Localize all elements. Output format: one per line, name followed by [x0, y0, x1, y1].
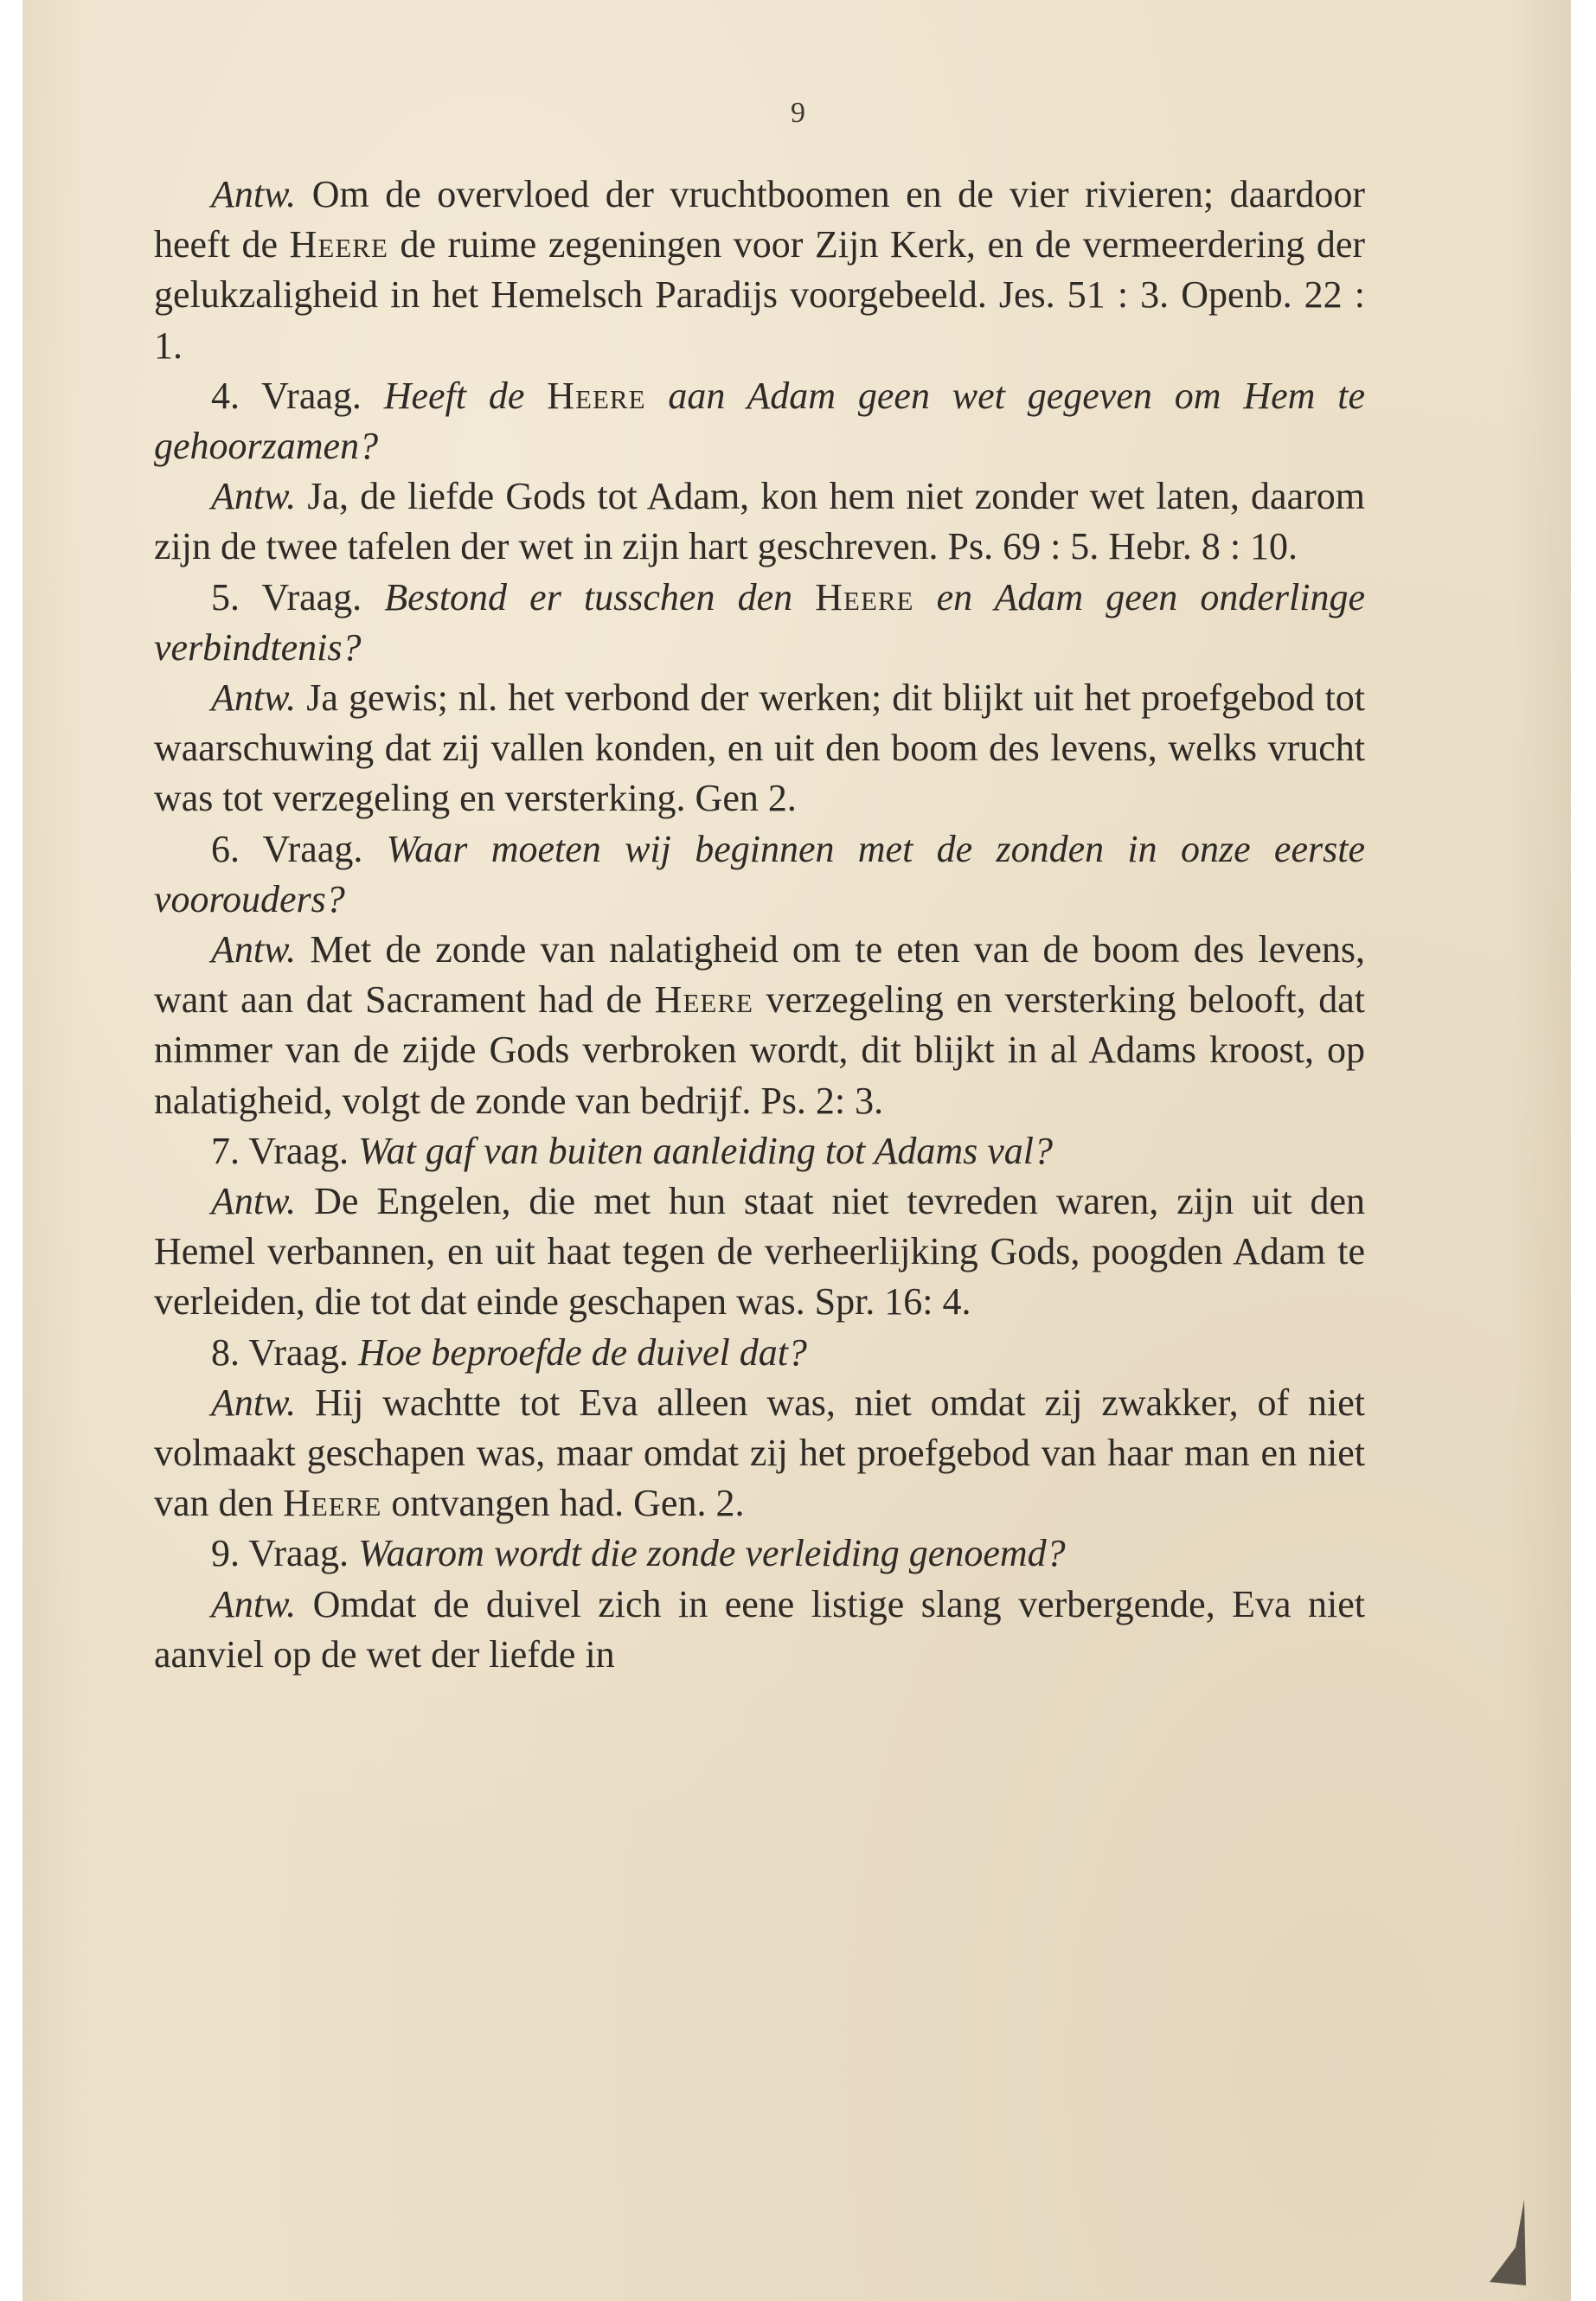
- text-run: [349, 1331, 358, 1374]
- answer-label: Antw.: [211, 1381, 297, 1424]
- text-run: [792, 576, 815, 619]
- answer-paragraph: [154, 1580, 1365, 1680]
- text-run: de ruime zegeningen voor Zijn Kerk, en de vermeerdering der gelukzaligheid in het Hemelsch Paradijs voorgebeeld. Jes. 51 : 3. Openb. 22 : 1.: [154, 223, 1366, 367]
- italic-text: Bestond er tusschen den: [384, 575, 793, 619]
- text-run: [349, 1130, 358, 1172]
- text-run: Met de zonde van nalatigheid om te eten van de boom des levens, want aan dat Sacrament had de: [154, 928, 1365, 1022]
- text-run: [524, 375, 547, 417]
- text-run: Ja gewis; nl. het verbond der werken; dit blijkt uit het proefgebod tot waarschuwing dat zij vallen konden, en uit den boom des levens, welks vrucht was tot verzegeling en versterking. Gen 2.: [154, 676, 1365, 820]
- small-caps-word: Heere: [289, 223, 388, 266]
- text-run: [362, 828, 386, 870]
- text-run: Hij wachtte tot Eva alleen was, niet omdat zij zwakker, of niet volmaakt geschapen was, maar omdat zij het proefgebod van haar man en niet van den: [154, 1381, 1365, 1525]
- question-label: 8. Vraag.: [211, 1330, 349, 1374]
- question-paragraph: [154, 1126, 1365, 1176]
- text-run: [362, 576, 384, 619]
- text-run: [646, 375, 669, 417]
- answer-label: Antw.: [211, 173, 297, 215]
- answer-paragraph: [154, 673, 1365, 824]
- text-run: [349, 1532, 358, 1574]
- question-label: 6. Vraag.: [211, 827, 363, 870]
- small-caps-word: Heere: [654, 978, 753, 1022]
- italic-text: en Adam geen onderlinge verbindtenis?: [154, 575, 1366, 669]
- question-label: 5. Vraag.: [211, 575, 362, 619]
- italic-text: aan Adam geen wet gegeven om Hem te gehoorzamen?: [154, 374, 1366, 468]
- question-paragraph: [154, 573, 1365, 673]
- answer-label: Antw.: [211, 928, 297, 971]
- text-run: Om de overvloed der vruchtboomen en de vier rivieren; daardoor heeft de: [154, 173, 1365, 266]
- answer-paragraph: [154, 1378, 1365, 1529]
- italic-text: Waarom wordt die zonde verleiding genoemd?: [358, 1532, 1066, 1575]
- text-run: De Engelen, die met hun staat niet tevreden waren, zijn uit den Hemel verbannen, en uit haat tegen de verheerlijking Gods, poogden Adam te verleiden, die tot dat einde geschapen was. Spr. 16: 4.: [154, 1180, 1365, 1324]
- answer-label: Antw.: [211, 1582, 297, 1625]
- question-paragraph: [154, 824, 1365, 925]
- question-paragraph: [154, 1328, 1365, 1378]
- italic-text: Hoe beproefde de duivel dat?: [358, 1330, 807, 1374]
- answer-label: Antw.: [211, 475, 297, 518]
- torn-corner-mark: [1472, 2195, 1533, 2291]
- text-run: Ja, de liefde Gods tot Adam, kon hem niet zonder wet laten, daarom zijn de twee tafelen der wet in zijn hart geschreven. Ps. 69 : 5. Hebr. 8 : 10.: [154, 475, 1365, 568]
- question-paragraph: [154, 371, 1365, 471]
- question-paragraph: [154, 1529, 1365, 1579]
- small-caps-word: Heere: [815, 575, 914, 619]
- small-caps-word: Heere: [547, 374, 646, 417]
- text-run: [362, 375, 384, 417]
- small-caps-word: Heere: [283, 1482, 382, 1525]
- text-run: [914, 576, 937, 619]
- text-run: ontvangen had. Gen. 2.: [381, 1482, 745, 1525]
- italic-text: Wat gaf van buiten aanleiding tot Adams val?: [358, 1129, 1054, 1172]
- answer-paragraph: [154, 471, 1365, 572]
- answer-paragraph: [154, 1176, 1365, 1328]
- page-number: 9: [791, 97, 805, 129]
- answer-label: Antw.: [211, 1180, 297, 1223]
- answer-paragraph: [154, 925, 1365, 1126]
- body-text: [154, 170, 1365, 1680]
- italic-text: Waar moeten wij beginnen met de zonden in onze eerste voorouders?: [154, 827, 1365, 920]
- answer-paragraph: [154, 170, 1365, 371]
- text-run: verzegeling en versterking belooft, dat nimmer van de zijde Gods verbroken wordt, dit blijkt in al Adams kroost, op nalatigheid, volgt de zonde van bedrijf. Ps. 2: 3.: [154, 978, 1365, 1122]
- answer-label: Antw.: [211, 676, 297, 720]
- question-label: 4. Vraag.: [211, 374, 362, 417]
- text-run: Omdat de duivel zich in eene listige slang verbergende, Eva niet aanviel op de wet der liefde in: [154, 1582, 1365, 1676]
- question-label: 7. Vraag.: [211, 1129, 349, 1172]
- italic-text: Heeft de: [383, 374, 525, 417]
- question-label: 9. Vraag.: [211, 1532, 349, 1575]
